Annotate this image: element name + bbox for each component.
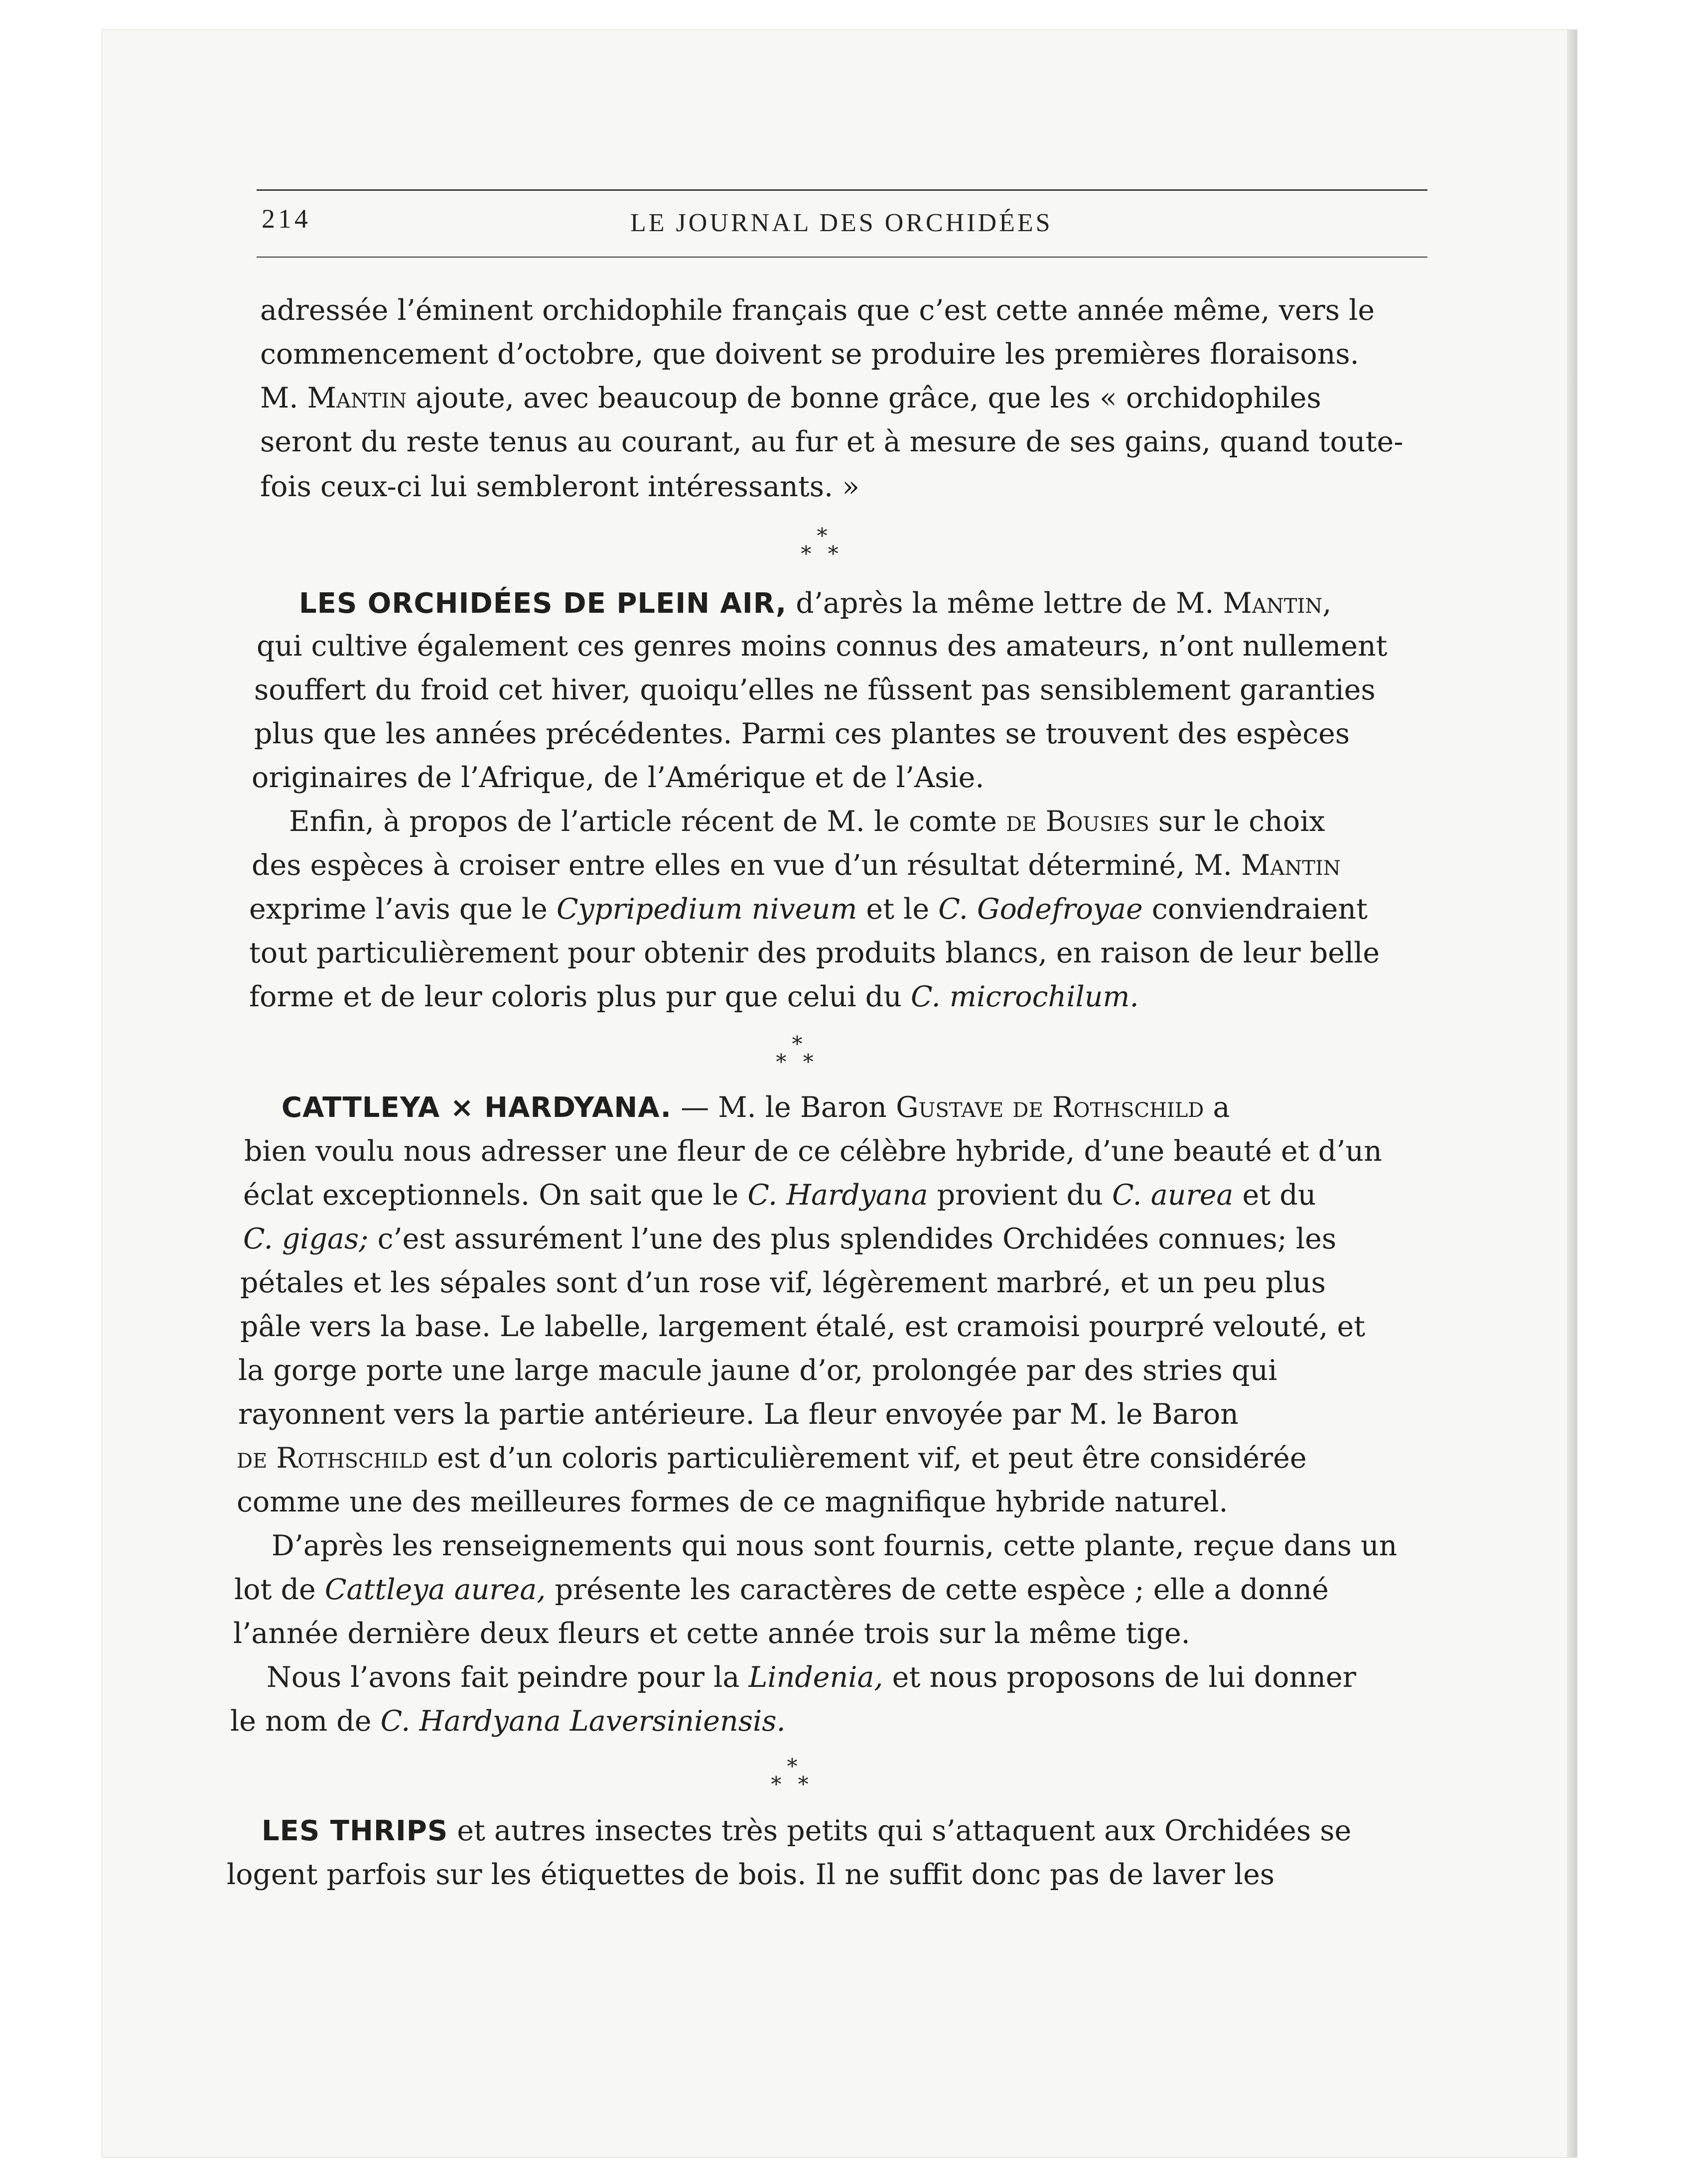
text-run: et autres insectes très petits qui s’attaquent aux Orchidées se (448, 1814, 1352, 1847)
text-run: présente les caractères de cette espèce ; elle a donné (546, 1573, 1329, 1606)
text-line (230, 1704, 786, 1739)
small-caps-text: de Rothschild (237, 1442, 428, 1475)
text-line (257, 629, 1388, 664)
text-run: éclat exceptionnels. On sait que le (243, 1179, 748, 1212)
text-run: exprime l’avis que le (249, 893, 557, 926)
text-line (254, 716, 1350, 751)
text-run: tout particulièrement pour obtenir des produits blancs, en raison de leur belle (249, 937, 1380, 969)
italic-text: Cattleya aurea, (324, 1573, 546, 1606)
small-caps-text: Mantin (1241, 849, 1341, 882)
text-run: lot de (234, 1573, 325, 1606)
asterism-bottom: * * (776, 1050, 819, 1074)
text-line (252, 760, 984, 795)
text-run: seront du reste tenus au courant, au fur et à mesure de ses gains, quand toute- (260, 425, 1404, 458)
text-run: sur le choix (1149, 805, 1325, 838)
text-run: plus que les années précédentes. Parmi ces plantes se trouvent des espèces (254, 717, 1350, 750)
small-caps-text: de Bousies (1006, 805, 1149, 838)
text-run: pâle vers la base. Le labelle, largement étalé, est cramoisi pourpré velouté, et (240, 1310, 1366, 1343)
asterism-top: * (817, 524, 828, 548)
text-line (249, 936, 1380, 970)
text-line (254, 673, 1376, 707)
section-asterism (770, 1754, 815, 1796)
text-run: ajoute, avec beaucoup de bonne grâce, que les « orchidophiles (407, 382, 1321, 414)
text-run: l’année dernière deux fleurs et cette année trois sur la même tige. (233, 1617, 1190, 1650)
text-run: a (1204, 1091, 1230, 1124)
small-caps-text: Mantin (1223, 587, 1323, 620)
text-line (282, 1090, 1230, 1125)
text-line (260, 424, 1403, 459)
text-run: , (1322, 587, 1332, 620)
text-run: rayonnent vers la partie antérieure. La fleur envoyée par M. le Baron (238, 1398, 1239, 1431)
text-line (243, 1222, 1336, 1256)
text-run: c’est assurément l’une des plus splendides Orchidées connues; les (368, 1223, 1337, 1255)
text-line (227, 1857, 1274, 1892)
asterism-top: * (792, 1032, 803, 1056)
text-run: logent parfois sur les étiquettes de bois. Il ne suffit donc pas de laver les (227, 1858, 1275, 1891)
italic-text: C. aurea (1112, 1179, 1234, 1212)
paper-edge (1567, 30, 1577, 2157)
text-line (299, 586, 1331, 621)
text-run: d’après la même lettre de M. (787, 587, 1223, 620)
text-line (260, 381, 1321, 415)
text-run: Nous l’avons fait peindre pour la (267, 1661, 749, 1694)
italic-text: Cypripedium niveum (557, 893, 857, 926)
text-line (262, 1813, 1351, 1849)
italic-text: C. Hardyana (747, 1179, 928, 1212)
text-line (234, 1572, 1329, 1607)
text-line (238, 1397, 1239, 1432)
asterism-top: * (787, 1754, 798, 1778)
text-line (249, 892, 1368, 927)
text-run: M. (260, 382, 307, 414)
italic-text: C. Hardyana Laversiniensis. (380, 1705, 786, 1738)
italic-text: C. microchilum. (911, 980, 1139, 1013)
text-run: qui cultive également ces genres moins connus des amateurs, n’ont nullement (257, 630, 1388, 663)
text-line (289, 804, 1325, 839)
text-line (237, 1441, 1307, 1476)
text-run: commencement d’octobre, que doivent se produire les premières floraisons. (260, 338, 1359, 371)
italic-text: C. Godefroyae (938, 893, 1143, 926)
text-run: le nom de (230, 1705, 381, 1738)
small-caps-text: Mantin (307, 382, 407, 414)
text-run: — M. le Baron (671, 1091, 896, 1124)
text-line (267, 1660, 1356, 1695)
header-rule-top (257, 189, 1427, 191)
header-rule-bottom (257, 257, 1427, 258)
text-line (272, 1528, 1397, 1563)
text-run: D’après les renseignements qui nous sont fournis, cette plante, reçue dans un (272, 1529, 1398, 1562)
text-run: forme et de leur coloris plus pur que celui du (249, 980, 911, 1013)
text-line (237, 1485, 1228, 1519)
text-run: et le (857, 893, 939, 926)
text-run: Enfin, à propos de l’article récent de M. le comte (289, 805, 1006, 838)
text-run: comme une des meilleures formes de ce magnifique hybride naturel. (237, 1486, 1228, 1518)
text-run: fois ceux-ci lui sembleront intéressants. » (260, 470, 860, 503)
section-heading: CATTLEYA × HARDYANA. (282, 1092, 672, 1124)
text-run: adressée l’éminent orchidophile français que c’est cette année même, vers le (260, 294, 1375, 327)
text-line (260, 337, 1359, 372)
text-line (240, 1265, 1326, 1300)
text-run: bien voulu nous adresser une fleur de ce célèbre hybride, d’une beauté et d’un (244, 1135, 1382, 1168)
page-number: 214 (262, 204, 311, 234)
text-line (252, 848, 1341, 883)
text-line (260, 469, 859, 504)
section-asterism (775, 1032, 820, 1074)
text-line (260, 293, 1375, 328)
text-run: pétales et les sépales sont d’un rose vif, légèrement marbré, et un peu plus (240, 1266, 1326, 1299)
text-run: et nous proposons de lui donner (883, 1661, 1356, 1694)
text-line (244, 1134, 1382, 1169)
text-line (243, 1178, 1316, 1213)
text-line (249, 979, 1139, 1014)
asterism-bottom: * * (801, 542, 844, 566)
section-heading: LES THRIPS (262, 1815, 448, 1847)
section-asterism (800, 524, 845, 566)
small-caps-text: Gustave de Rothschild (896, 1091, 1204, 1124)
section-heading: LES ORCHIDÉES DE PLEIN AIR, (299, 587, 787, 620)
running-title: LE JOURNAL DES ORCHIDÉES (630, 209, 1053, 237)
text-run: conviendraient (1142, 893, 1368, 926)
text-line (238, 1353, 1277, 1388)
text-run: est d’un coloris particulièrement vif, et peut être considérée (428, 1442, 1307, 1475)
text-line (233, 1616, 1190, 1651)
italic-text: C. gigas; (243, 1223, 369, 1255)
text-run: la gorge porte une large macule jaune d’or, prolongée par des stries qui (238, 1354, 1277, 1387)
text-run: souffert du froid cet hiver, quoiqu’elles ne fûssent pas sensiblement garanties (254, 674, 1376, 706)
text-run: et du (1233, 1179, 1316, 1212)
italic-text: Lindenia, (748, 1661, 883, 1694)
text-run: des espèces à croiser entre elles en vue d’un résultat déterminé, M. (252, 849, 1241, 882)
text-run: provient du (928, 1179, 1112, 1212)
text-line (240, 1309, 1365, 1344)
asterism-bottom: * * (771, 1772, 814, 1796)
text-run: originaires de l’Afrique, de l’Amérique et de l’Asie. (252, 761, 985, 794)
